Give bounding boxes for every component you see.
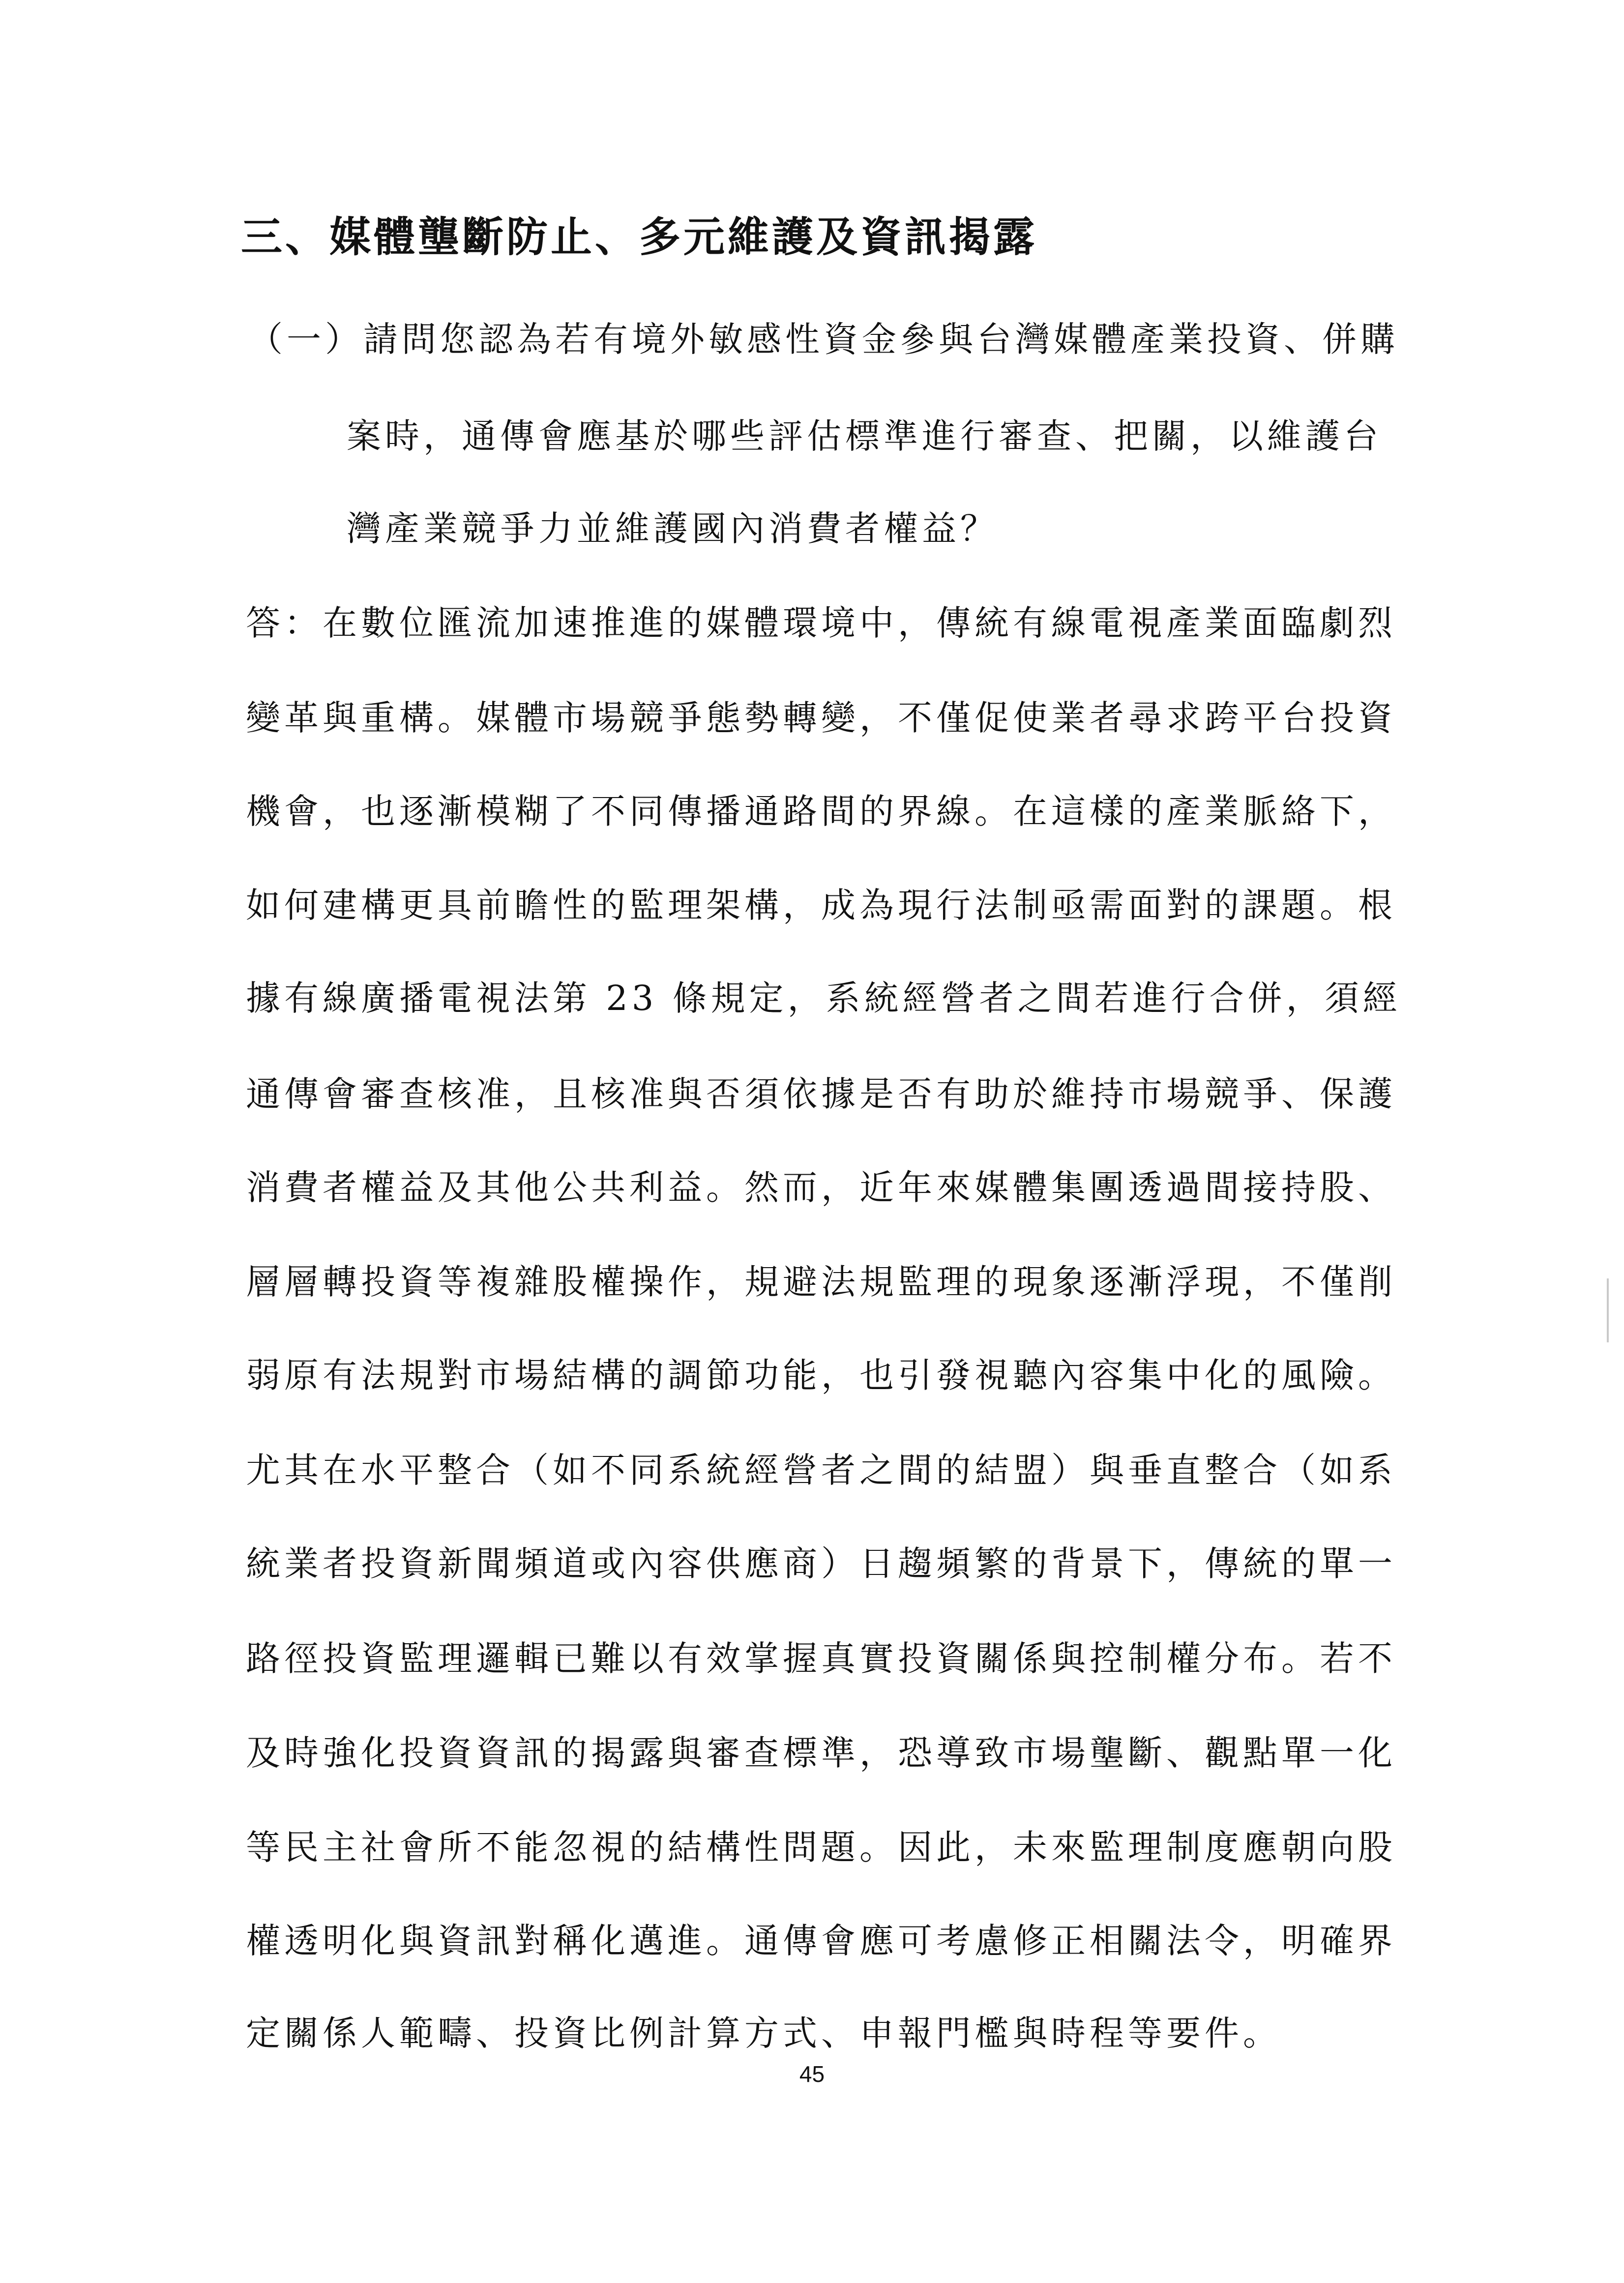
- answer-line: 路徑投資監理邏輯已難以有效掌握真實投資關係與控制權分布。若不: [246, 1638, 1396, 1679]
- answer-line: 變革與重構。媒體市場競爭態勢轉變，不僅促使業者尋求跨平台投資: [246, 698, 1396, 738]
- question-line: （一）請問您認為若有境外敏感性資金參與台灣媒體產業投資、併購: [248, 319, 1399, 359]
- answer-line: 據有線廣播電視法第 23 條規定，系統經營者之間若進行合併，須經: [246, 978, 1401, 1018]
- answer-line: 消費者權益及其他公共利益。然而，近年來媒體集團透過間接持股、: [246, 1167, 1396, 1208]
- answer-line: 定關係人範疇、投資比例計算方式、申報門檻與時程等要件。: [246, 2013, 1281, 2053]
- answer-line: 答：在數位匯流加速推進的媒體環境中，傳統有線電視產業面臨劇烈: [246, 603, 1396, 643]
- answer-line: 等民主社會所不能忽視的結構性問題。因此，未來監理制度應朝向股: [246, 1827, 1396, 1868]
- page-number: 45: [799, 2061, 825, 2087]
- answer-line: 如何建構更具前瞻性的監理架構，成為現行法制亟需面對的課題。根: [246, 885, 1396, 925]
- scan-edge-mark: [1607, 1278, 1609, 1342]
- section-heading: 三、媒體壟斷防止、多元維護及資訊揭露: [241, 212, 1038, 261]
- answer-line: 通傳會審查核准，且核准與否須依據是否有助於維持市場競爭、保護: [246, 1074, 1396, 1114]
- answer-line: 及時強化投資資訊的揭露與審查標準，恐導致市場壟斷、觀點單一化: [246, 1733, 1396, 1773]
- answer-line: 弱原有法規對市場結構的調節功能，也引發視聽內容集中化的風險。: [246, 1355, 1396, 1395]
- question-line: 灣產業競爭力並維護國內消費者權益？: [347, 508, 999, 549]
- answer-line: 權透明化與資訊對稱化邁進。通傳會應可考慮修正相關法令，明確界: [246, 1921, 1396, 1961]
- answer-line: 統業者投資新聞頻道或內容供應商）日趨頻繁的背景下，傳統的單一: [246, 1543, 1396, 1584]
- answer-line: 尤其在水平整合（如不同系統經營者之間的結盟）與垂直整合（如系: [246, 1450, 1396, 1490]
- answer-line: 層層轉投資等複雜股權操作，規避法規監理的現象逐漸浮現，不僅削: [246, 1262, 1396, 1302]
- question-line: 案時，通傳會應基於哪些評估標準進行審查、把關，以維護台: [347, 416, 1382, 456]
- answer-line: 機會，也逐漸模糊了不同傳播通路間的界線。在這樣的產業脈絡下，: [246, 791, 1396, 831]
